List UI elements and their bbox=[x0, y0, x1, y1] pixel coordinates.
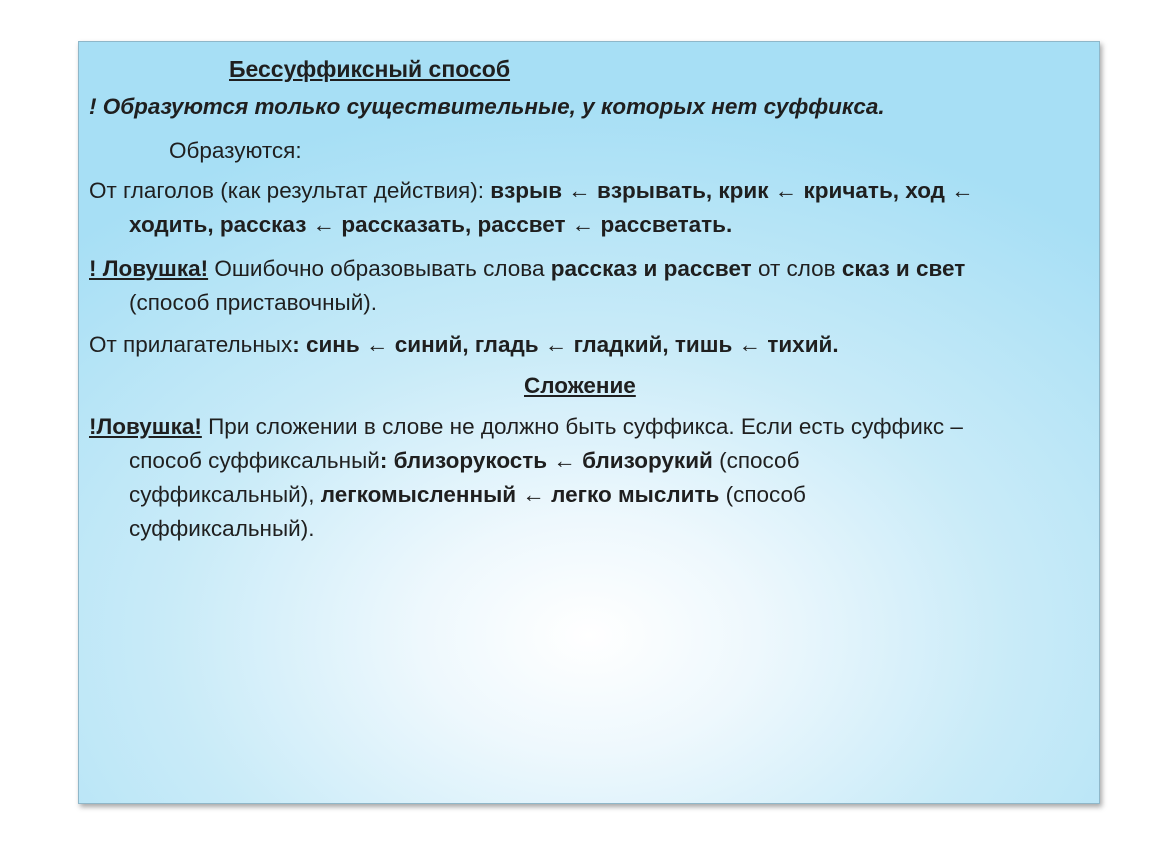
trap1-text1: Ошибочно образовывать слова bbox=[208, 256, 551, 281]
adjectives-examples: : синь ← синий, гладь ← гладкий, тишь ← тихий. bbox=[292, 332, 839, 357]
trap2-l3-bold: легкомысленный ← легко мыслить bbox=[320, 482, 720, 507]
trap2-line-3 bbox=[129, 478, 806, 512]
trap1-line-2: (способ приставочный). bbox=[129, 290, 378, 315]
trap1-text2: от слов bbox=[751, 256, 842, 281]
trap2-line-2 bbox=[129, 444, 799, 478]
adjectives-line bbox=[89, 328, 839, 362]
formed-heading: Образуются: bbox=[169, 138, 302, 163]
trap2-label: !Ловушка! bbox=[89, 414, 202, 439]
trap2-l3-tail: (способ bbox=[719, 482, 806, 507]
trap2-line-4: суффиксальный). bbox=[129, 516, 315, 541]
trap2-text-l1: При сложении в слове не должно быть суффикса. Если есть суффикс – bbox=[201, 414, 963, 439]
adjectives-lead: От прилагательных bbox=[89, 332, 293, 357]
trap2-line-1 bbox=[89, 410, 963, 444]
trap2-l2-bold: : близорукость ← близорукий bbox=[379, 448, 713, 473]
note-nouns-only: ! Образуются только существительные, у которых нет суффикса. bbox=[89, 94, 885, 119]
trap1-words2: сказ и свет bbox=[841, 256, 966, 281]
trap2-l3-text: суффиксальный), bbox=[129, 482, 321, 507]
trap2-l2-text: способ суффиксальный bbox=[129, 448, 380, 473]
slide bbox=[78, 41, 1100, 804]
trap1-words1: рассказ и рассвет bbox=[550, 256, 752, 281]
verbs-line-1 bbox=[89, 174, 974, 208]
slide-title: Бессуффиксный способ bbox=[229, 56, 511, 82]
trap1-line-1 bbox=[89, 252, 965, 286]
subtitle-compounding: Сложение bbox=[524, 373, 636, 398]
trap2-l2-tail: (способ bbox=[712, 448, 800, 473]
verbs-line-2: ходить, рассказ ← рассказать, рассвет ← рассветать. bbox=[129, 212, 733, 237]
trap1-label: ! Ловушка! bbox=[89, 256, 209, 281]
verbs-lead: От глаголов (как результат действия): bbox=[89, 178, 491, 203]
verbs-examples: взрыв ← взрывать, крик ← кричать, ход ← bbox=[490, 178, 974, 203]
